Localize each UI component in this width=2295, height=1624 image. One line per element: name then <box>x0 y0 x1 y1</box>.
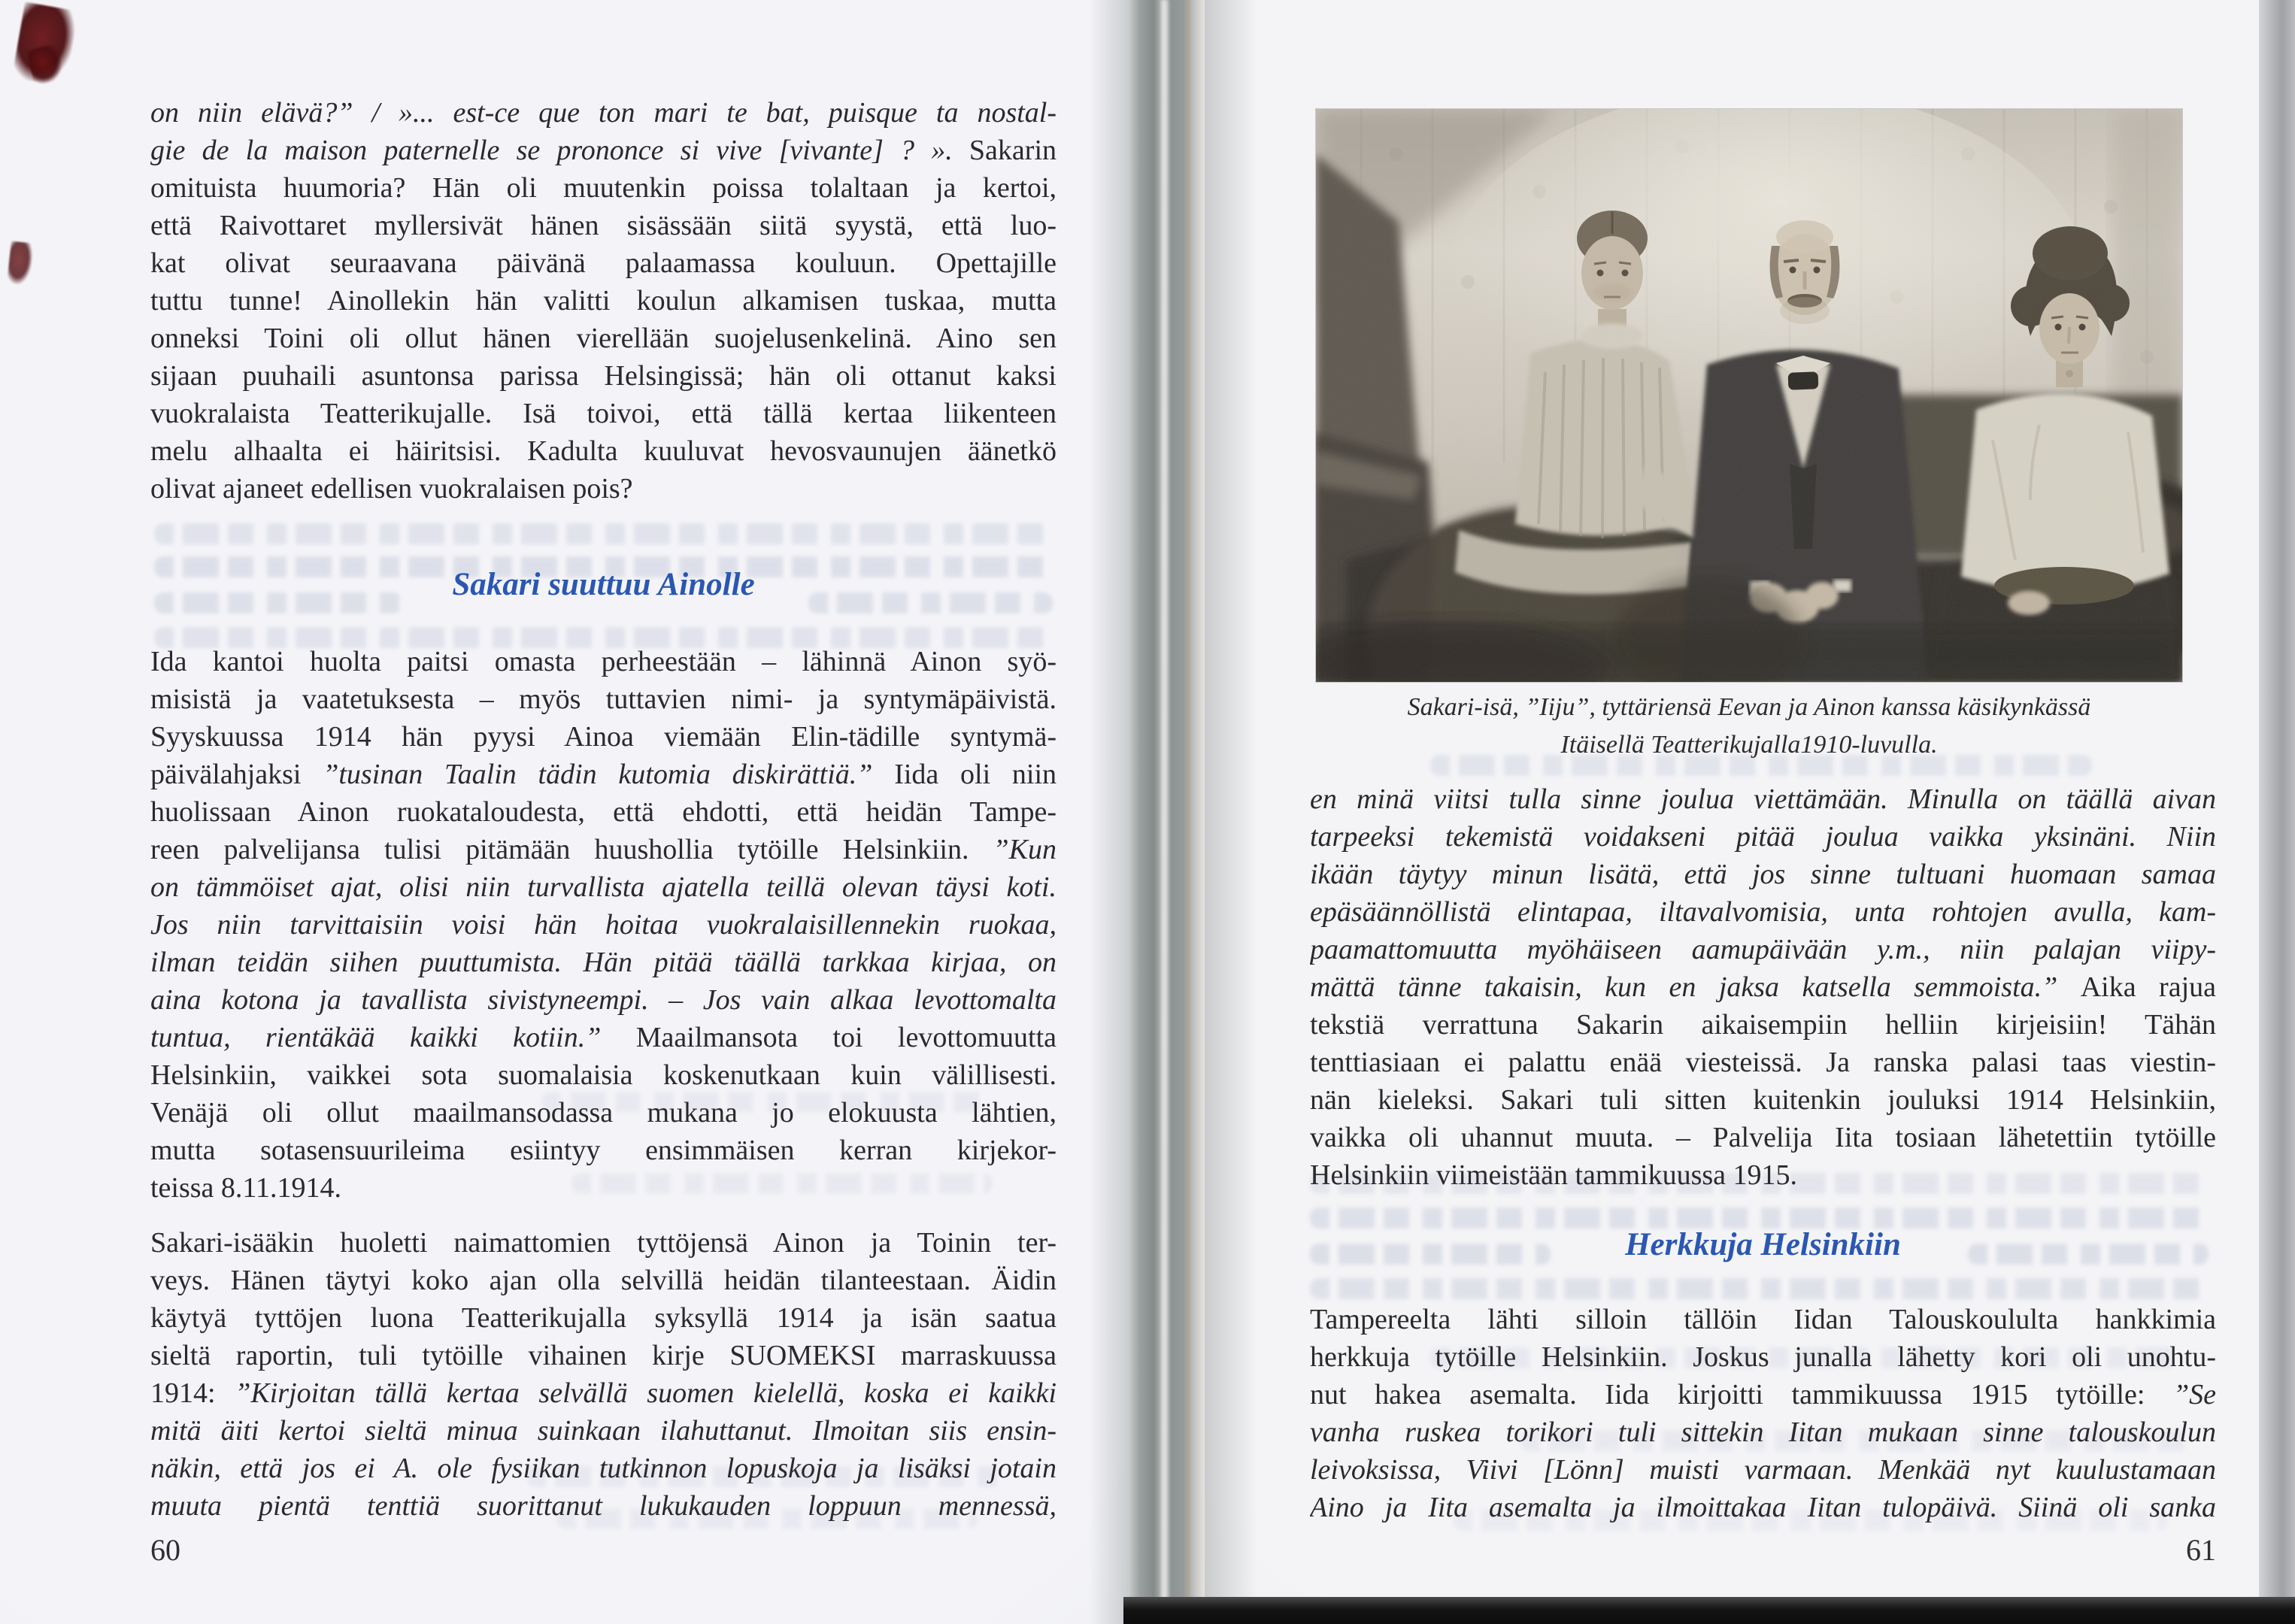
text-line: kat olivat seuraavana päivänä palaamassa kouluun. Opettajille <box>150 247 1057 279</box>
text-line: tuttu tunne! Ainollekin hän valitti koulun alkamisen tuskaa, mutta <box>150 285 1057 317</box>
page-gutter-shadow <box>1205 0 1257 1624</box>
page-gutter-shadow <box>1089 0 1129 1624</box>
text-line: herkkuja tytöille Helsinkiin. Joskus junalla lähetty kori oli unohtu- <box>1310 1341 2216 1373</box>
gutter-highlight <box>1161 0 1168 1624</box>
text-line: teissa 8.11.1914. <box>150 1172 342 1204</box>
text-line: Ida kantoi huolta paitsi omasta perheestään – lähinnä Ainon syö- <box>150 646 1057 677</box>
right-paragraph-2 <box>1310 1301 2216 1526</box>
text-line: vuokralaista Teatterikujalle. Isä toivoi, että tällä kertaa liikenteen <box>150 398 1057 429</box>
text-line: Jos niin tarvittaisiin voisi hän hoitaa vuokralaisillennekin ruokaa, <box>150 909 1057 941</box>
text-line: Tampereelta lähti silloin tällöin Iidan Talouskoululta hankkimia <box>1310 1304 2216 1335</box>
text-line: Venäjä oli ollut maailmansodassa mukana jo elokuusta lähtien, <box>150 1097 1057 1129</box>
page-number-right: 61 <box>2186 1533 2216 1567</box>
text-line: epäsäännöllistä elintapaa, iltavalvomisia, unta rohtojen avulla, kam- <box>1310 896 2216 928</box>
text-line: misistä ja vaatetuksesta – myös tuttavien nimi- ja syntymäpäivistä. <box>150 683 1057 715</box>
text-line: päivälahjaksi ”tusinan Taalin tädin kutomia diskirättiä.” Iida oli niin <box>150 759 1057 790</box>
photo-caption-line-1: Sakari-isä, ”Iiju”, tyttäriensä Eevan ja Ainon kanssa käsikynkässä <box>1407 693 2091 721</box>
family-photo <box>1316 109 2182 682</box>
text-line: veys. Hänen täytyi koko ajan olla selvillä heidän tilanteestaan. Äidin <box>150 1265 1057 1296</box>
text-line: mutta sotasensuurileima esiintyy ensimmäisen kerran kirjekor- <box>150 1135 1057 1166</box>
family-photo-illustration <box>1316 109 2182 682</box>
right-paragraph-1 <box>1310 780 2216 1194</box>
ink-stain <box>7 241 34 286</box>
text-line: sieltä raportin, tuli tytöille vihainen kirje SUOMEKSI marraskuussa <box>150 1340 1057 1371</box>
left-paragraph-2 <box>150 643 1057 1207</box>
section-heading-herkkuja-helsinkiin: Herkkuja Helsinkiin <box>1625 1227 1901 1262</box>
text-line: tenttiasiaan ei palattu enää viesteissä. Ja ranska palasi taas viestin- <box>1310 1047 2216 1078</box>
text-line: käytyä tyttöjen luona Teatterikujalla syksyllä 1914 ja isän saatua <box>150 1302 1057 1334</box>
text-line: nän kieleksi. Sakari tuli sitten kuitenkin jouluksi 1914 Helsinkiin, <box>1310 1084 2216 1116</box>
text-line: huolissaan Ainon ruokataloudesta, että ehdotti, että heidän Tampe- <box>150 796 1057 828</box>
page-stack-edge <box>2259 0 2295 1624</box>
right-page <box>1205 0 2260 1624</box>
text-line: on tämmöiset ajat, olisi niin turvallista ajatella teillä olevan täysi koti. <box>150 871 1057 903</box>
text-line: muuta pientä tenttiä suorittanut lukukauden loppuun mennessä, <box>150 1490 1057 1522</box>
text-line: ilman teidän siihen puuttumista. Hän pitää täällä tarkkaa kirjaa, on <box>150 947 1057 978</box>
text-line: mitä äiti kertoi sieltä minua suinkaan ilahuttanut. Ilmoitan siis ensin- <box>150 1415 1057 1447</box>
book-gutter <box>1129 0 1205 1624</box>
bleed-through-line <box>1310 1278 2209 1299</box>
text-line: ikään täytyy minun lisätä, että jos sinne tultuani huomaan samaa <box>1310 859 2216 890</box>
text-line: on niin elävä?” / »... est-ce que ton mari te bat, puisque ta nostal- <box>150 97 1057 129</box>
text-line: olivat ajaneet edellisen vuokralaisen pois? <box>150 473 633 504</box>
text-line: että Raivottaret myllersivät hänen sisässään siitä syystä, että luo- <box>150 210 1057 241</box>
text-line: vaikka oli uhannut muuta. – Palvelija Iita tosiaan lähetettiin tytöille <box>1310 1122 2216 1153</box>
text-line: 1914: ”Kirjoitan tällä kertaa selvällä suomen kielellä, koska ei kaikki <box>150 1377 1057 1409</box>
text-line: tekstiä verrattuna Sakarin aikaisempiin helliin kirjeisiin! Tähän <box>1310 1009 2216 1041</box>
text-line: leivoksissa, Viivi [Lönn] muisti varmaan. Menkää nyt kuulustamaan <box>1310 1454 2216 1486</box>
left-paragraph-1 <box>150 94 1057 508</box>
section-heading-sakari-suuttuu-ainolle: Sakari suuttuu Ainolle <box>452 567 755 602</box>
text-line: tarpeeksi tekemistä voidakseni pitää joulua vaikka yksinäni. Niin <box>1310 821 2216 853</box>
book-bottom-edge <box>1123 1597 2295 1624</box>
text-line: vanha ruskea torikori tuli sittekin Iitan mukaan sinne talouskoulun <box>1310 1416 2216 1448</box>
bleed-through-line <box>1430 755 2092 776</box>
text-line: reen palvelijansa tulisi pitämään huushollia tytöille Helsinkiin. ”Kun <box>150 834 1057 865</box>
text-line: sijaan puuhaili asuntonsa parissa Helsingissä; hän oli ottanut kaksi <box>150 360 1057 392</box>
text-line: tuntua, rientäkää kaikki kotiin.” Maailmansota toi levottomuutta <box>150 1022 1057 1053</box>
text-line: Aino ja Iita asemalta ja ilmoittakaa Iitan tulopäivä. Siinä oli sanka <box>1310 1492 2216 1523</box>
text-line: en minä viitsi tulla sinne joulua viettämään. Minulla on täällä aivan <box>1310 783 2216 815</box>
text-line: Syyskuussa 1914 hän pyysi Ainoa viemään Elin-tädille syntymä- <box>150 721 1057 753</box>
photo-caption <box>1316 689 2182 764</box>
gutter-warm-edge <box>1187 0 1190 1624</box>
left-paragraph-3 <box>150 1224 1057 1525</box>
left-page <box>0 0 1129 1624</box>
text-line: onneksi Toini oli ollut hänen vierellään suojelusenkelinä. Aino sen <box>150 323 1057 354</box>
text-line: aina kotona ja tavallista sivistyneempi. – Jos vain alkaa levottomalta <box>150 984 1057 1016</box>
text-line: näkin, että jos ei A. ole fysiikan tutkinnon lopuskoja ja lisäksi jotain <box>150 1453 1057 1484</box>
text-line: nut hakea asemalta. Iida kirjoitti tammikuussa 1915 tytöille: ”Se <box>1310 1379 2216 1410</box>
text-line: melu alhaalta ei häiritsisi. Kadulta kuuluvat hevosvaunujen äänetkö <box>150 435 1057 467</box>
photo-caption-line-2: Itäisellä Teatterikujalla1910-luvulla. <box>1560 731 1938 759</box>
text-line: gie de la maison paternelle se prononce si vive [vivante] ? ». Sakarin <box>150 135 1057 166</box>
text-line: Sakari-isääkin huoletti naimattomien tyttöjensä Ainon ja Toinin ter- <box>150 1227 1057 1259</box>
text-line: omituista huumoria? Hän oli muutenkin poissa tolaltaan ja kertoi, <box>150 172 1057 204</box>
page-number-left: 60 <box>150 1533 180 1567</box>
text-line: Helsinkiin viimeistään tammikuussa 1915. <box>1310 1159 1798 1191</box>
text-line: Helsinkiin, vaikkei sota suomalaisia koskenutkaan kuin välillisesti. <box>150 1059 1057 1091</box>
text-line: paamattomuutta myöhäiseen aamupäivään y.m., niin palajan viipy- <box>1310 934 2216 965</box>
text-line: mättä tänne takaisin, kun en jaksa katsella semmoista.” Aika rajua <box>1310 971 2216 1003</box>
bleed-through-line <box>154 523 1053 544</box>
